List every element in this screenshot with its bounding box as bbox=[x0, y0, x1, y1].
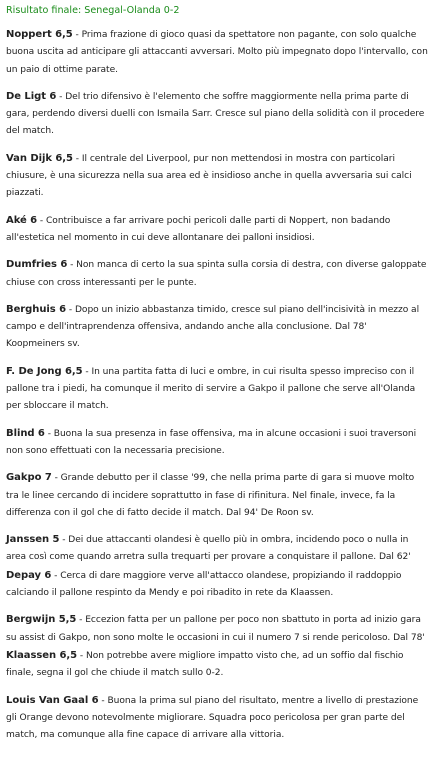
rating-bergwijn bbox=[6, 611, 428, 682]
player-name: Van Dijk 6,5 bbox=[6, 152, 73, 164]
rating-gakpo bbox=[6, 469, 428, 522]
player-name: Janssen 5 bbox=[6, 534, 60, 546]
player-name: Noppert 6,5 bbox=[6, 29, 73, 40]
player-comment: - Cerca di dare maggiore verve all'attacco olandese, propiziando il raddoppio calciando il pallone respinto da Mendy e poi ribadito in rete da Klaassen. bbox=[6, 570, 402, 599]
player-name: Depay 6 bbox=[6, 569, 52, 581]
player-comment: - Dei due attaccanti olandesi è quello più in ombra, incidendo poco o nulla in area così come quando arretra sulla trequarti per provare a conquistare il pallone. Dal 62' bbox=[6, 535, 411, 563]
coach-name: Louis Van Gaal 6 bbox=[6, 694, 99, 706]
rating-dumfries bbox=[6, 256, 428, 292]
rating-janssen bbox=[6, 531, 428, 567]
rating-noppert bbox=[6, 26, 428, 79]
player-comment: - Buona la sua presenza in fase offensiva, ma in alcune occasioni i suoi traversoni non sono effettuati con la necessaria precisione. bbox=[6, 428, 417, 456]
player-comment: - Prima frazione di gioco quasi da spettatore non pagante, con solo qualche buona uscita ad anticipare gli attaccanti avversari. Molto più impegnato dopo l'intervallo, con un paio di ottime parate. bbox=[6, 30, 428, 75]
player-comment: - Il centrale del Liverpool, pur non mettendosi in mostra con particolari chiusure, è una sicurezza nella sua area ed è insidioso anche in quella avversaria sui calci piazzati. bbox=[6, 153, 412, 199]
rating-ake bbox=[6, 212, 428, 248]
player-comment: - In una partita fatta di luci e ombre, in cui risulta spesso impreciso con il pallone tra i piedi, ha comunque il merito di servire a Gakpo il pallone che serve all'Olanda per sbloccare il match. bbox=[6, 366, 416, 412]
rating-van-dijk bbox=[6, 150, 428, 203]
match-result-title: Risultato finale: Senegal-Olanda 0-2 bbox=[6, 5, 180, 16]
player-comment: - Non manca di certo la sua spinta sulla corsia di destra, con diverse galoppate chiuse con cross interessanti per le punte. bbox=[6, 260, 427, 288]
player-comment: - Dopo un inizio abbastanza timido, cresce sul piano dell'incisività in mezzo al campo e dell'intraprendenza offensiva, andando anche alla conclusione. Dal 78' Koopmeiners sv. bbox=[6, 304, 420, 350]
player-name: F. De Jong 6,5 bbox=[6, 365, 83, 377]
player-comment: - Eccezion fatta per un pallone per poco non sbattuto in porta ad inizio gara su assist di Gakpo, non sono molte le occasioni in cui il numero 7 si rende pericoloso. Dal 78' bbox=[6, 615, 425, 643]
player-comment: - Grande debutto per il classe '99, che nella prima parte di gara si muove molto tra le linee cercando di incidere soprattutto in fase di rifinitura. Nel finale, invece, fa la differenza con il gol che di fatto decide il match. Dal 94' De Roon sv. bbox=[6, 473, 415, 518]
player-name: Blind 6 bbox=[6, 427, 45, 439]
player-comment: - Del trio difensivo è l'elemento che soffre maggiormente nella prima parte di gara, perdendo diversi duelli con Ismaila Sarr. Cresce sul piano della solidità con il procedere del match. bbox=[6, 91, 425, 137]
player-name: Dumfries 6 bbox=[6, 259, 68, 271]
player-name: Aké 6 bbox=[6, 214, 38, 226]
rating-de-ligt bbox=[6, 88, 428, 141]
player-comment: - Non potrebbe avere migliore impatto visto che, ad un soffio dal fischio finale, segna il gol che chiude il match sullo 0-2. bbox=[6, 650, 404, 679]
player-name: Berghuis 6 bbox=[6, 303, 67, 315]
player-name: Klaassen 6,5 bbox=[6, 649, 78, 661]
rating-depay bbox=[6, 567, 428, 603]
player-name: Bergwijn 5,5 bbox=[6, 614, 77, 626]
player-comment: - Contribuisce a far arrivare pochi pericoli dalle parti di Noppert, non badando all'estetica nel momento in cui deve allontanare dei palloni insidiosi. bbox=[6, 215, 391, 243]
coach-comment: - Buona la prima sul piano del risultato, mentre a livello di prestazione gli Orange devono notevolmente migliorare. Squadra poco pericolosa per gran parte del match, ma comunque alla fine capace di arrivare alla vittoria. bbox=[6, 695, 419, 741]
player-name: Gakpo 7 bbox=[6, 472, 52, 484]
rating-blind bbox=[6, 425, 428, 461]
rating-van-gaal bbox=[6, 692, 428, 745]
player-name: De Ligt 6 bbox=[6, 90, 57, 102]
rating-berghuis bbox=[6, 301, 428, 354]
rating-f-de-jong bbox=[6, 363, 428, 416]
